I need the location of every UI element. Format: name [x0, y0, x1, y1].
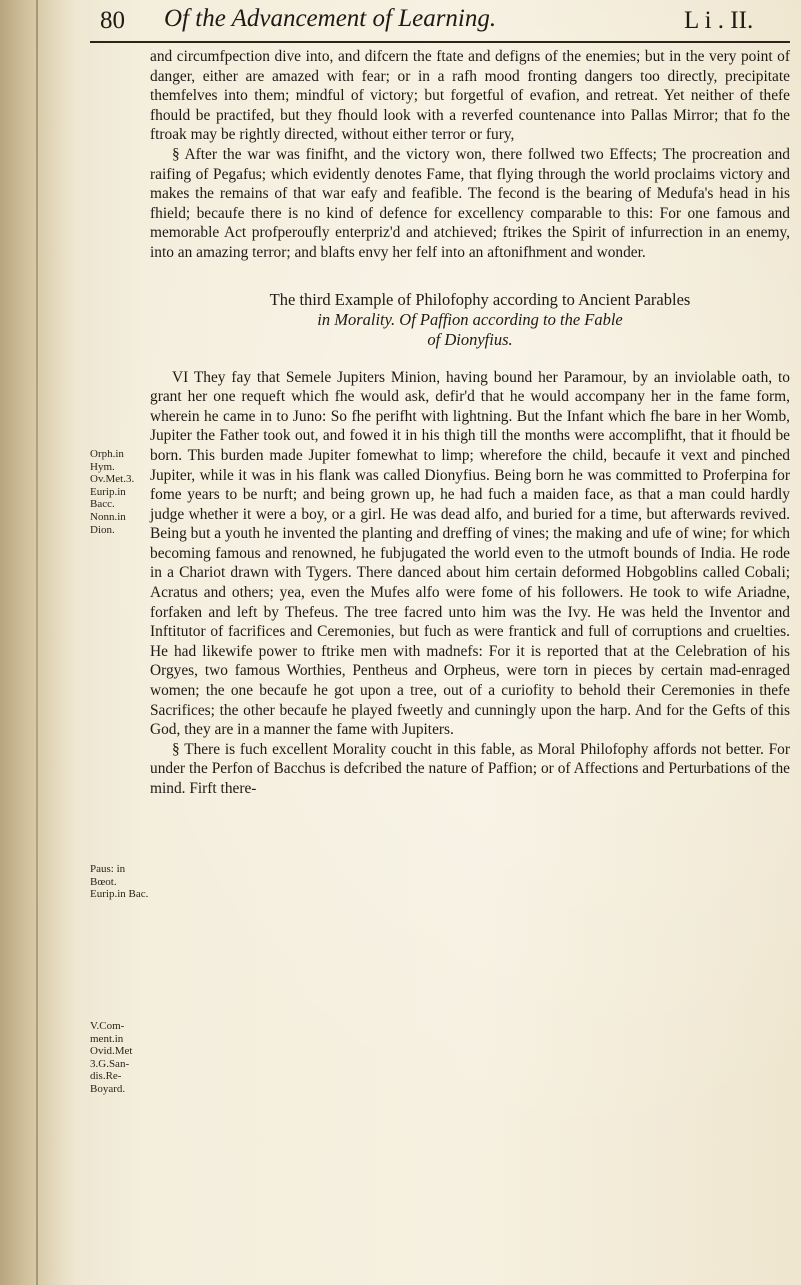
paragraph-1: and circumfpection dive into, and difcern the ftate and defigns of the enemies; but in the very point of danger, either are amazed with fear; or in a rafh mood fronting dangers too directly, precipitate themfelves into them; mindful of victory; but forgetful of evafion, and retreat. Yet neither of thefe fhould be practifed, but they fhould look with a reverfed countenance into Pallas Mirror; that fo the ftroak may be rightly directed, without either terror or fury,: [150, 48, 790, 144]
paragraph-2: § After the war was finifht, and the victory won, there follwed two Effects; The procreation and raifing of Pegafus; which evidently denotes Fame, that flying through the world proclaims victory and makes the remains of that war eafy and feafible. The fecond is the bearing of Medufa's head in his fhield; becaufe there is no kind of defence for excellency comparable to this: For one famous and memorable Act profperoufly enterpriz'd and atchieved; ftrikes the Spirit of infurrection in an enemy, into an amazing terror; and blafts envy her felf into an aftonifhment and wonder.: [150, 145, 790, 261]
heading-line-2: in Morality. Of Paffion according to the Fable: [317, 309, 623, 329]
main-text: [150, 47, 790, 799]
paragraph-3: VI They fay that Semele Jupiters Minion, having bound her Paramour, by an inviolable oath, to grant her one requeft which fhe would ask, defir'd that he would accompany her in the fame form, wherein he came in to Juno: So fhe perifht with lightning. But the Infant which fhe bare in her Womb, Jupiter the Father took out, and fowed it in his thigh till the months were accomplifht, that it fhould be born. This burden made Jupiter fomewhat to limp; wherefore the child, becaufe it vext and pinched Jupiter, while it was in his flank was called Dionyfius. Being born he was committed to Proferpina for fome years to be nurft; and being grown up, he had fuch a maiden face, as that a man could hardly judge whether it were a boy, or a girl. He was dead alfo, and buried for a time, but afterwards revived. Being but a youth he invented the planting and dreffing of vines; the making and ufe of wine; for which becoming famous and renowned, he fubjugated the world even to the utmoft bounds of India. He rode in a Chariot drawn with Tygers. There danced about him certain deformed Hobgoblins called Cobali; Acratus and others; yea, even the Mufes alfo were fome of his followers. He took to wife Ariadne, forfaken and left by Thefeus. The tree facred unto him was the Ivy. He was held the Inventor and Inftitutor of facrifices and Ceremonies, but fuch as were frantick and full of corruptions and cruelties. He had likewife power to ftrike men with madnefs: For it is reported that at the Celebration of his Orgyes, two famous Worthies, Pentheus and Orpheus, were torn in pieces by certain mad-enraged women; the one becaufe he got upon a tree, out of a curiofity to behold their Ceremonies in thefe Sacrifices; the other becaufe he played fweetly and cunningly upon the harp. And for the Gefts of this God, they are in a manner the fame with Jupiters.: [150, 368, 790, 739]
page-number: 80: [100, 7, 125, 34]
heading-line-1: The third Example of Philofophy according to Ancient Parables: [269, 289, 691, 309]
binding-crease: [36, 0, 38, 1285]
paragraph-4: § There is fuch excellent Morality coucht in this fable, as Moral Philofophy affords not better. For under the Perfon of Bacchus is defcribed the nature of Paffion; or of Affections and Perturbations of the mind. Firft there-: [150, 740, 790, 797]
margin-note-sources-2: Paus: in Bœot. Eurip.in Bac.: [90, 863, 149, 901]
book-label: L i . II.: [684, 7, 754, 34]
running-title: Of the Advancement of Learning.: [164, 5, 497, 32]
section-heading: [150, 290, 790, 350]
heading-line-3: of Dionyfius.: [427, 329, 513, 349]
margin-note-sources-1: Orph.in Hym. Ov.Met.3. Eurip.in Bacc. Nonn.in Dion.: [90, 448, 135, 536]
margin-note-sources-3: V.Com-ment.in Ovid.Met 3.G.San-dis.Re-Boyard.: [90, 1020, 133, 1095]
header-rule: [90, 41, 790, 43]
page-header: [100, 5, 790, 41]
